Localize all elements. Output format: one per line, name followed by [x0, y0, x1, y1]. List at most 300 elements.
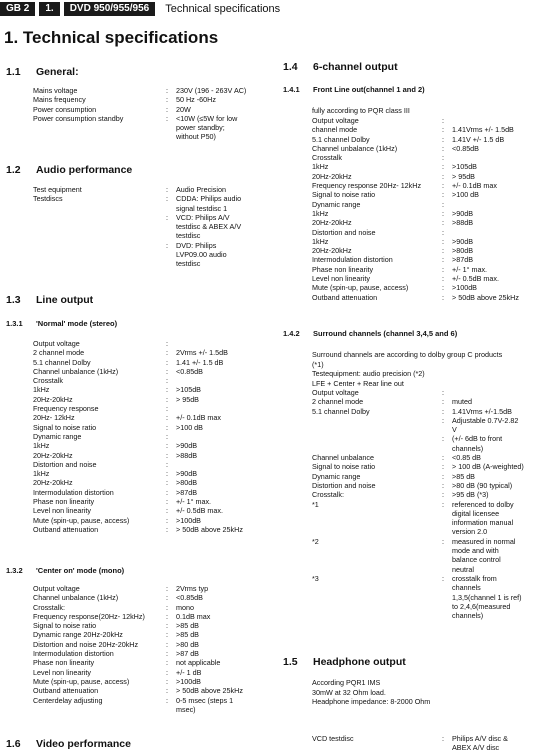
spec-label	[33, 250, 166, 259]
spec-value: referenced to dolby	[452, 499, 514, 509]
spec-label: 2 channel mode	[312, 397, 364, 407]
spec-label: VCD testdisc	[312, 734, 354, 743]
spec-colon: :	[442, 434, 444, 444]
spec-value: >85 dB	[452, 471, 475, 481]
spec-colon: :	[166, 394, 168, 404]
spec-row	[312, 743, 552, 752]
spec-value: >87dB	[452, 255, 473, 265]
spec-label	[33, 222, 166, 231]
spec-value: VCD: Philips A/V	[176, 212, 230, 222]
spec-label: Channel unbalance (1kHz)	[33, 366, 119, 376]
header-tag-gb: GB 2	[0, 2, 35, 16]
spec-row	[312, 116, 552, 125]
spec-row	[33, 593, 278, 602]
spec-colon: :	[442, 490, 444, 500]
spec-colon: :	[442, 125, 444, 135]
spec-label: channel mode	[312, 125, 358, 135]
spec-value: >88dB	[176, 450, 197, 460]
spec-row	[33, 213, 273, 222]
spec-value: without P50)	[176, 132, 216, 142]
spec-colon	[442, 593, 452, 602]
spec-colon: :	[442, 734, 444, 743]
spec-value: Adjustable 0.7V-2.82	[452, 415, 519, 425]
spec-label	[312, 743, 442, 752]
spec-label: Frequency response(20Hz- 12kHz)	[33, 611, 145, 621]
spec-colon: :	[442, 397, 444, 407]
headphone-text: According PQR1 IMS 30mW at 32 Ohm load. Headphone impedance: 8-2000 Ohm	[312, 678, 431, 706]
spec-colon	[442, 425, 452, 434]
spec-label: Intermodulation distortion	[33, 487, 114, 497]
spec-colon: :	[166, 686, 168, 696]
spec-label: Intermodulation distortion	[33, 649, 114, 659]
spec-row	[33, 250, 273, 259]
spec-colon	[166, 132, 176, 141]
spec-value: >100dB	[176, 676, 201, 686]
spec-row	[312, 416, 552, 425]
spec-value: 2Vrms typ	[176, 584, 209, 593]
spec-colon: :	[166, 621, 168, 631]
spec-value: +/- 1 dB	[176, 667, 202, 677]
spec-row	[33, 241, 273, 250]
spec-label	[33, 259, 166, 268]
spec-colon: :	[442, 536, 444, 546]
spec-label	[312, 527, 442, 536]
spec-label	[312, 444, 442, 453]
spec-label: Mute (spin-up, pause, access)	[312, 283, 409, 293]
spec-value: <0.85dB	[176, 366, 203, 376]
spec-row	[33, 497, 273, 506]
spec-row	[33, 488, 273, 497]
spec-colon: :	[166, 431, 168, 441]
spec-value: >85 dB	[176, 621, 199, 631]
spec-label: *2	[312, 536, 319, 546]
spec-value: <0.85 dB	[452, 453, 481, 463]
spec-row	[312, 444, 552, 453]
spec-colon: :	[442, 480, 444, 490]
spec-row	[33, 432, 273, 441]
spec-colon: :	[442, 406, 444, 416]
spec-row	[312, 472, 552, 481]
spec-row	[33, 404, 273, 413]
spec-row	[312, 583, 552, 592]
spec-label: Crosstalk	[33, 376, 63, 386]
spec-label: 2 channel mode	[33, 348, 85, 358]
spec-label: Outband attenuation	[33, 686, 99, 696]
spec-label: 1kHz	[312, 236, 329, 246]
spec-colon: :	[166, 450, 168, 460]
spec-colon: :	[166, 357, 168, 367]
section-general-heading: 1.1 General:	[6, 66, 79, 78]
spec-label: 20Hz-20kHz	[33, 450, 73, 460]
spec-value: >90dB	[176, 441, 197, 451]
spec-colon: :	[442, 134, 444, 144]
spec-colon: :	[166, 524, 168, 534]
spec-row	[33, 395, 273, 404]
spec-colon: :	[166, 366, 168, 376]
spec-value: channels)	[452, 611, 484, 621]
spec-row	[312, 593, 552, 602]
spec-colon	[166, 222, 176, 231]
spec-colon	[442, 611, 452, 620]
spec-colon: :	[166, 497, 168, 507]
spec-label: 1kHz	[312, 208, 329, 218]
spec-colon: :	[442, 415, 444, 425]
spec-label: Signal to noise ratio	[312, 462, 376, 472]
front-line-table	[312, 116, 552, 302]
spec-label: Crosstalk:	[312, 490, 344, 500]
spec-label: Distortion and noise	[312, 227, 376, 237]
spec-value: muted	[452, 397, 472, 407]
spec-colon: :	[442, 116, 444, 125]
spec-value: 2Vrms +/- 1.5dB	[176, 348, 228, 358]
spec-value: neutral	[452, 564, 474, 574]
spec-row	[33, 185, 273, 194]
spec-colon: :	[166, 385, 168, 395]
spec-colon: :	[166, 413, 168, 423]
spec-label: Output voltage	[33, 584, 80, 593]
spec-value: mode and with	[452, 546, 499, 556]
spec-value: 1.41Vrms +/- 1.5dB	[452, 125, 514, 135]
spec-label	[33, 123, 166, 132]
spec-value: mono	[176, 602, 194, 612]
spec-value: LVP09.00 audio	[176, 250, 227, 260]
spec-label: Frequency response 20Hz- 12kHz	[312, 181, 422, 191]
section-normal-heading: 1.3.1 'Normal' mode (stereo)	[6, 319, 118, 328]
spec-colon	[442, 518, 452, 527]
spec-colon: :	[166, 348, 168, 358]
spec-colon: :	[442, 274, 444, 284]
spec-colon: :	[442, 573, 444, 583]
spec-value: >100 dB	[452, 190, 479, 200]
spec-label	[33, 213, 166, 222]
section-front-heading: 1.4.1 Front Line out(channel 1 and 2)	[283, 85, 425, 94]
spec-colon	[442, 509, 452, 518]
spec-value	[176, 432, 273, 441]
spec-value: > 50dB above 25kHz	[452, 292, 519, 302]
spec-colon: :	[166, 584, 168, 593]
spec-row	[33, 194, 273, 203]
spec-row	[33, 696, 278, 705]
spec-value: (+/- 6dB to front	[452, 434, 503, 444]
spec-row	[312, 265, 552, 274]
spec-label: Level non linearity	[33, 506, 91, 516]
spec-label: Mains frequency	[33, 95, 86, 105]
spec-row	[312, 555, 552, 564]
spec-row	[312, 255, 552, 264]
spec-colon: :	[442, 181, 444, 191]
spec-row	[33, 686, 278, 695]
spec-row	[33, 630, 278, 639]
spec-value: <0.85dB	[452, 143, 479, 153]
spec-colon: :	[442, 388, 444, 397]
spec-row	[33, 222, 273, 231]
spec-row	[33, 584, 278, 593]
spec-label	[312, 518, 442, 527]
spec-colon: :	[166, 506, 168, 516]
spec-label: Crosstalk:	[33, 602, 65, 612]
spec-row	[312, 237, 552, 246]
spec-row	[312, 490, 552, 499]
spec-value: 1.41 +/- 1.5 dB	[176, 357, 224, 367]
spec-value: <10W (≤5W for low	[176, 113, 238, 123]
spec-row	[33, 441, 273, 450]
spec-row	[312, 209, 552, 218]
spec-value: +/- 0.5dB max.	[452, 274, 499, 284]
spec-label: Outband attenuation	[312, 292, 378, 302]
spec-value: >105dB	[452, 162, 477, 172]
spec-value: >90dB	[452, 236, 473, 246]
spec-colon: :	[442, 292, 444, 302]
section-six-heading: 1.4 6-channel output	[283, 61, 398, 73]
spec-row	[33, 423, 273, 432]
spec-colon: :	[442, 453, 444, 463]
spec-value	[176, 460, 273, 469]
spec-row	[33, 204, 273, 213]
spec-colon: :	[442, 208, 444, 218]
spec-colon	[442, 555, 452, 564]
spec-value: +/- 0.1dB max	[176, 413, 221, 423]
spec-value: Audio Precision	[176, 185, 226, 194]
spec-value: <0.85dB	[176, 593, 203, 603]
spec-row	[312, 397, 552, 406]
spec-row	[33, 603, 278, 612]
spec-value: +/- 1° max.	[176, 497, 212, 507]
spec-row	[33, 705, 278, 714]
spec-colon	[166, 204, 176, 213]
spec-row	[33, 123, 273, 132]
spec-colon: :	[166, 113, 168, 123]
spec-label: 20Hz- 12kHz	[33, 413, 75, 423]
spec-label: Frequency response	[33, 404, 99, 414]
spec-colon: :	[442, 143, 444, 153]
spec-value: to 2,4,6(measured	[452, 601, 511, 611]
spec-colon: :	[166, 185, 168, 194]
section-center-heading: 1.3.2 'Center on' mode (mono)	[6, 566, 125, 575]
spec-colon: :	[166, 469, 168, 479]
spec-colon: :	[166, 339, 168, 348]
spec-value: +/- 0.1dB max	[452, 181, 497, 191]
spec-label: Level non linearity	[33, 667, 91, 677]
spec-label	[33, 204, 166, 213]
spec-colon: :	[166, 212, 168, 222]
spec-colon	[166, 259, 176, 268]
spec-label: Crosstalk	[312, 153, 342, 163]
spec-colon: :	[442, 236, 444, 246]
spec-label: Phase non linearity	[312, 264, 374, 274]
normal-mode-table	[33, 339, 273, 534]
spec-value: >90dB	[452, 208, 473, 218]
spec-label: Channel unbalance (1kHz)	[33, 593, 119, 603]
spec-value: power standby;	[176, 123, 225, 133]
spec-label: Distortion and noise	[312, 480, 376, 490]
section-line-heading: 1.3 Line output	[6, 294, 94, 306]
spec-colon: :	[166, 95, 168, 105]
spec-row	[33, 460, 273, 469]
spec-colon	[166, 705, 176, 714]
spec-row	[312, 218, 552, 227]
spec-row	[312, 407, 552, 416]
spec-row	[312, 181, 552, 190]
spec-label	[312, 602, 442, 611]
spec-label: *1	[312, 499, 319, 509]
spec-row	[312, 734, 552, 743]
spec-label	[312, 555, 442, 564]
spec-label: 1kHz	[33, 385, 50, 395]
spec-label: 20Hz-20kHz	[312, 246, 352, 256]
spec-value: channels)	[452, 443, 484, 453]
spec-label: Testdiscs	[33, 194, 63, 204]
spec-label: 1kHz	[33, 441, 50, 451]
spec-colon	[166, 123, 176, 132]
spec-value: > 95dB	[452, 171, 475, 181]
spec-value: +/- 1° max.	[452, 264, 488, 274]
spec-value: testdisc	[176, 259, 201, 269]
spec-colon: :	[166, 658, 168, 668]
spec-row	[312, 283, 552, 292]
spec-value: channels	[452, 583, 481, 593]
spec-label: Level non linearity	[312, 274, 370, 284]
spec-value: DVD: Philips	[176, 240, 217, 250]
spec-row	[312, 246, 552, 255]
spec-colon: :	[166, 667, 168, 677]
spec-label: Dynamic range 20Hz-20kHz	[33, 630, 123, 640]
spec-row	[312, 274, 552, 283]
spec-row	[312, 125, 552, 134]
spec-value: > 100 dB (A-weighted)	[452, 462, 524, 472]
spec-value: >87 dB	[176, 649, 199, 659]
surround-table	[312, 388, 552, 620]
spec-colon: :	[442, 153, 444, 163]
spec-colon	[442, 602, 452, 611]
spec-value: >100dB	[452, 283, 477, 293]
spec-row	[33, 86, 273, 95]
spec-value	[452, 228, 552, 237]
spec-value	[452, 153, 552, 162]
spec-row	[33, 413, 273, 422]
general-spec-table	[33, 86, 273, 142]
center-mode-table	[33, 584, 278, 714]
spec-value	[452, 388, 552, 397]
spec-value: information manual	[452, 518, 514, 528]
spec-value: > 50dB above 25kHz	[176, 686, 243, 696]
spec-colon: :	[166, 376, 168, 386]
spec-label: 5.1 channel Dolby	[312, 406, 370, 416]
spec-label: Dynamic range	[312, 199, 361, 209]
spec-value: ABEX A/V disc	[452, 743, 500, 753]
spec-value	[452, 200, 552, 209]
spec-value: >80 dB (90 typical)	[452, 480, 513, 490]
spec-label: *3	[312, 573, 319, 583]
spec-row	[33, 95, 273, 104]
spec-row	[33, 385, 273, 394]
spec-colon: :	[442, 171, 444, 181]
spec-value: > 50dB above 25kHz	[176, 524, 243, 534]
spec-colon: :	[442, 471, 444, 481]
spec-value: 20W	[176, 104, 191, 114]
spec-colon: :	[166, 194, 168, 204]
spec-value: V	[452, 425, 457, 435]
spec-label: Power consumption	[33, 104, 97, 114]
section-headphone-heading: 1.5 Headphone output	[283, 656, 406, 668]
spec-row	[312, 172, 552, 181]
spec-colon	[442, 583, 452, 592]
header-tag-model: DVD 950/955/956	[64, 2, 156, 16]
spec-row	[312, 200, 552, 209]
spec-colon: :	[442, 190, 444, 200]
spec-label: 5.1 channel Dolby	[33, 357, 91, 367]
spec-colon: :	[166, 104, 168, 114]
header-title: Technical specifications	[165, 3, 281, 15]
spec-colon: :	[166, 441, 168, 451]
spec-value: >105dB	[176, 385, 201, 395]
spec-row	[33, 114, 273, 123]
spec-colon	[442, 743, 452, 752]
spec-row	[312, 190, 552, 199]
spec-value: msec)	[176, 704, 196, 714]
spec-value: testdisc	[176, 231, 201, 241]
spec-colon: :	[442, 283, 444, 293]
spec-value: 0-5 msec (steps 1	[176, 695, 234, 705]
spec-row	[33, 668, 278, 677]
spec-value: 50 Hz -60Hz	[176, 95, 216, 105]
section-audio-heading: 1.2 Audio performance	[6, 164, 133, 176]
spec-row	[33, 376, 273, 385]
spec-colon: :	[166, 630, 168, 640]
spec-colon: :	[166, 593, 168, 603]
spec-colon: :	[166, 478, 168, 488]
spec-label	[312, 611, 442, 620]
spec-colon: :	[442, 162, 444, 172]
spec-value: >85 dB	[176, 630, 199, 640]
spec-label: 1kHz	[312, 162, 329, 172]
spec-row	[33, 612, 278, 621]
spec-label	[312, 565, 442, 574]
spec-value	[176, 404, 273, 413]
spec-label: Centerdelay adjusting	[33, 695, 103, 705]
spec-colon: :	[442, 264, 444, 274]
spec-row	[33, 339, 273, 348]
spec-value: crosstalk from	[452, 573, 497, 583]
spec-colon: :	[166, 459, 168, 469]
spec-row	[33, 640, 278, 649]
spec-colon	[442, 444, 452, 453]
spec-label: Intermodulation distortion	[312, 255, 393, 265]
spec-row	[312, 388, 552, 397]
spec-row	[312, 527, 552, 536]
spec-colon	[442, 565, 452, 574]
spec-value	[176, 376, 273, 385]
page-header	[0, 0, 280, 18]
spec-label: Signal to noise ratio	[33, 621, 97, 631]
spec-row	[33, 649, 278, 658]
spec-label: Mute (spin-up, pause, access)	[33, 676, 130, 686]
spec-label: Signal to noise ratio	[33, 422, 97, 432]
spec-colon: :	[166, 676, 168, 686]
spec-row	[33, 259, 273, 268]
spec-row	[33, 506, 273, 515]
spec-label: 1kHz	[33, 469, 50, 479]
spec-colon	[442, 546, 452, 555]
spec-label: Channel unbalance (1kHz)	[312, 143, 398, 153]
spec-value: >87dB	[176, 487, 197, 497]
spec-row	[312, 565, 552, 574]
spec-label: Signal to noise ratio	[312, 190, 376, 200]
spec-row	[312, 144, 552, 153]
vcd-table	[312, 734, 552, 753]
spec-row	[33, 516, 273, 525]
spec-label: Mains voltage	[33, 86, 78, 95]
spec-colon: :	[166, 611, 168, 621]
